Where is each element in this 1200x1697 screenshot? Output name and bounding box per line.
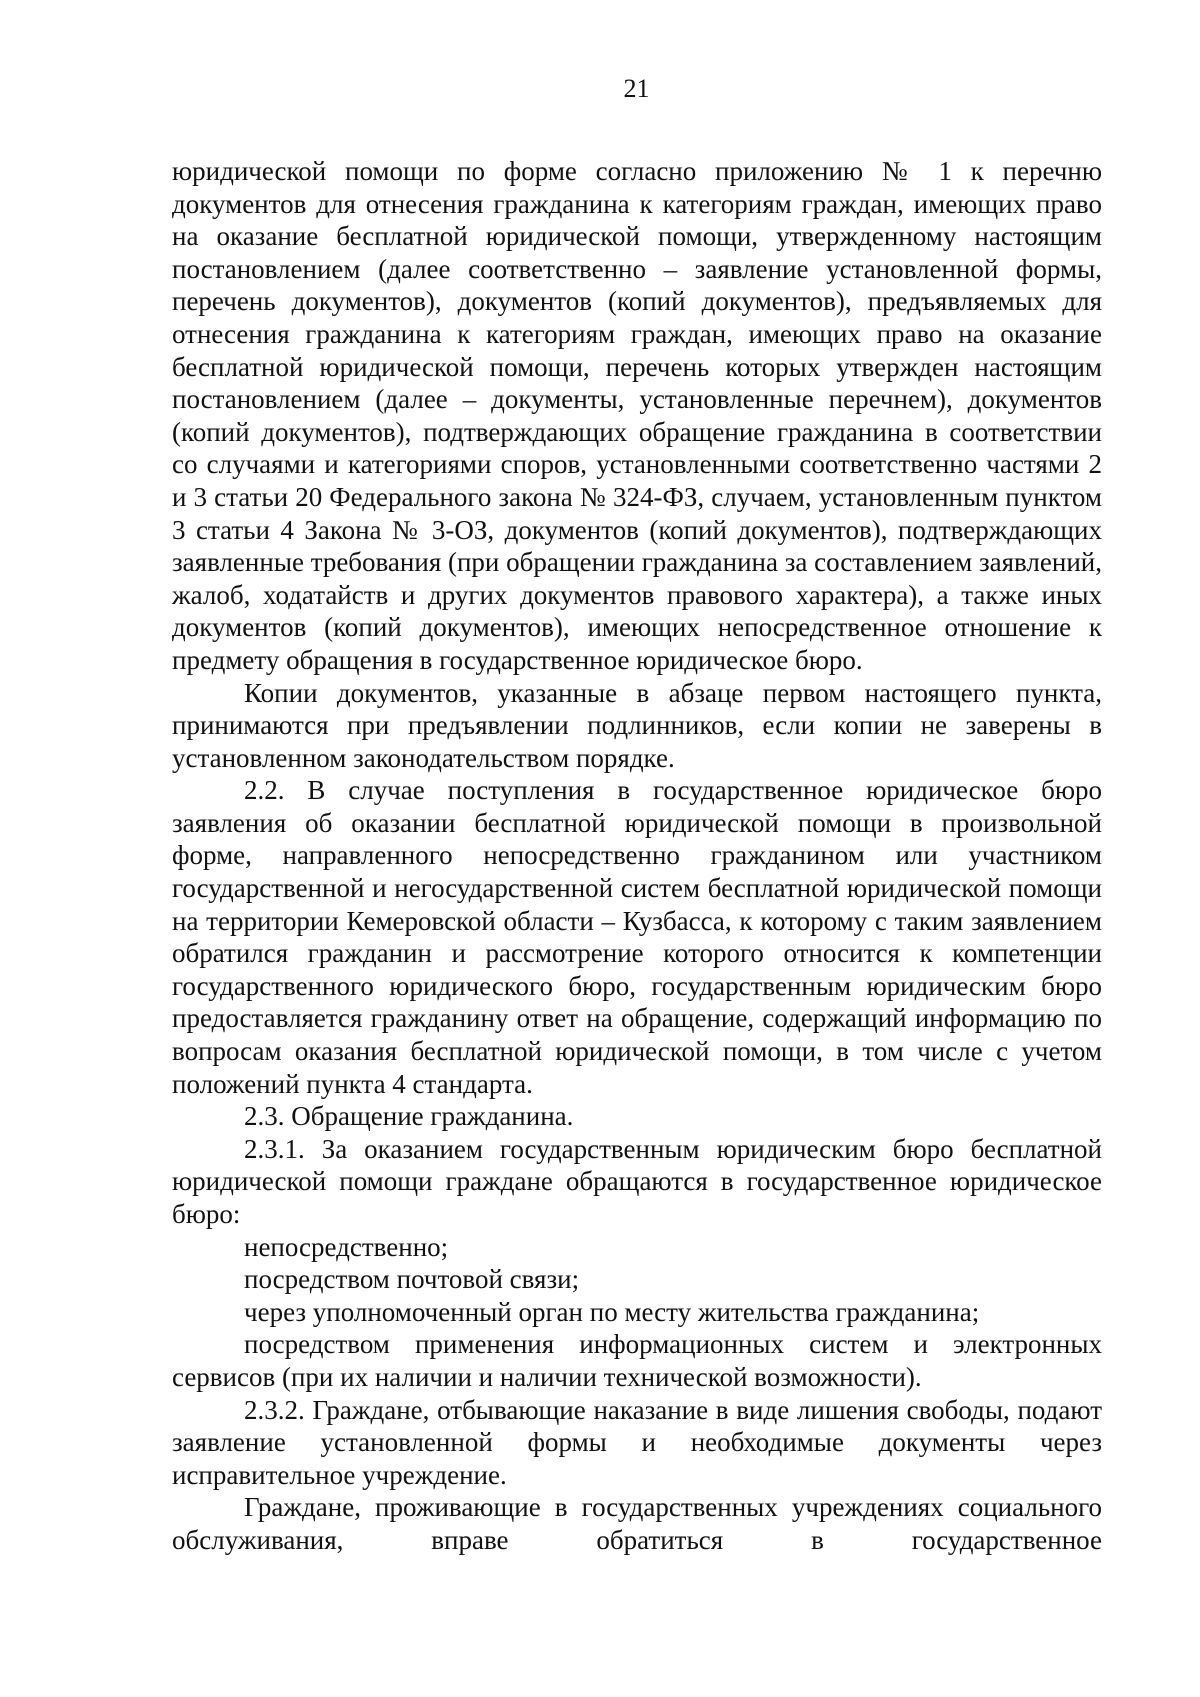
paragraph-copies: Копии документов, указанные в абзаце первом настоящего пункта, принимаются при предъявлении подлинников, если копии не заверены в установленном законодательством порядке. <box>172 677 1102 773</box>
list-item-information-systems: посредством применения информационных систем и электронных сервисов (при их наличии и наличии технической возможности). <box>172 1329 1102 1392</box>
list-item-authorized-body: через уполномоченный орган по месту жительства гражданина; <box>244 1296 980 1327</box>
paragraph-2-3-1: 2.3.1. За оказанием государственным юридическим бюро бесплатной юридической помощи граждане обращаются в государственное юридическое бюро: <box>172 1133 1102 1229</box>
paragraph-continuation: юридической помощи по форме согласно приложению № 1 к перечню документов для отнесения гражданина к категориям граждан, имеющих право на оказание бесплатной юридической помощи, утвержденному настоящим постановлением (далее соответственно – заявление установленной формы, перечень документов), документов (копий документов), предъявляемых для отнесения гражданина к категориям граждан, имеющих право на оказание бесплатной юридической помощи, перечень которых утвержден настоящим постановлением (далее – документы, установленные перечнем), документов (копий документов), подтверждающих обращение гражданина в соответствии со случаями и категориями споров, установленными соответственно частями 2 и 3 статьи 20 Федерального закона № 324-ФЗ, случаем, установленным пунктом 3 статьи 4 Закона № 3-ОЗ, документов (копий документов), подтверждающих заявленные требования (при обращении гражданина за составлением заявлений, жалоб, ходатайств и других документов правового характера), а также иных документов (копий документов), имеющих непосредственное отношение к предмету обращения в государственное юридическое бюро. <box>172 156 1102 675</box>
paragraph-2-3-2: 2.3.2. Граждане, отбывающие наказание в виде лишения свободы, подают заявление установленной формы и необходимые документы через исправительное учреждение. <box>172 1394 1102 1490</box>
paragraph-2-2: 2.2. В случае поступления в государственное юридическое бюро заявления об оказании бесплатной юридической помощи в произвольной форме, направленного непосредственно гражданином или участником государственной и негосударственной систем бесплатной юридической помощи на территории Кемеровской области – Кузбасса, к которому с таким заявлением обратился гражданин и рассмотрение которого относится к компетенции государственного юридического бюро, государственным юридическим бюро предоставляется гражданину ответ на обращение, содержащий информацию по вопросам оказания бесплатной юридической помощи, в том числе с учетом положений пункта 4 стандарта. <box>172 775 1102 1099</box>
list-item-postal: посредством почтовой связи; <box>244 1264 580 1295</box>
paragraph-social-institutions: Граждане, проживающие в государственных учреждениях социального обслуживания, вправе обратиться в государственное <box>172 1492 1102 1555</box>
paragraph-2-3: 2.3. Обращение гражданина. <box>244 1101 574 1132</box>
list-item-directly: непосредственно; <box>244 1231 449 1262</box>
document-body <box>172 155 1102 1557</box>
page-number: 21 <box>623 74 650 103</box>
